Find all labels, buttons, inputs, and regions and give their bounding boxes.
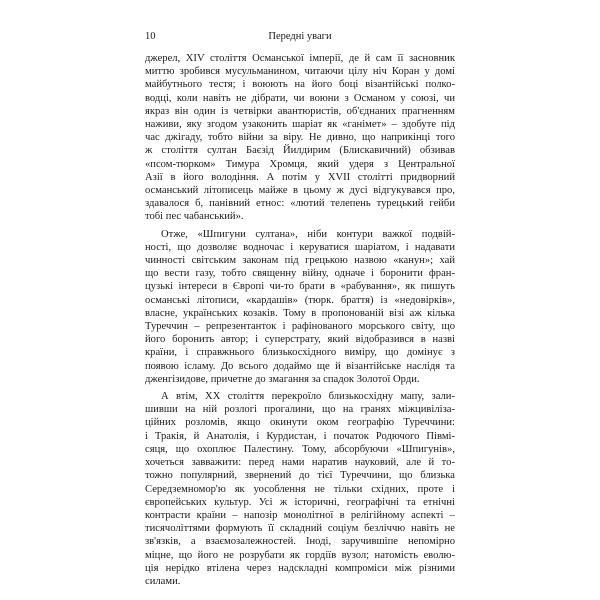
text-line: контрасти країни – напозір монолітної в релігійному аспекті – — [145, 509, 455, 521]
text-line: миттю зробився мусульманином, читаючи цілу ніч Коран у домі — [145, 66, 455, 78]
header-title: Передні уваги — [268, 31, 332, 42]
text-line: хочеться завважити: перед нами наратив науковий, але й то- — [145, 457, 455, 469]
text-line: Туреччин – репрезентанток і рафінованого морського світу, що — [145, 321, 455, 333]
text-line: країни, і справжнього близькосхідного виміру, що домінує з — [145, 347, 455, 359]
text-line: силами. — [145, 575, 181, 587]
text-line: ційних розломів, якщо окинути оком географію Туреччини: — [145, 417, 455, 429]
text-line: ція нерідко втілена через надскладні компроміси між різними — [145, 562, 455, 574]
text-line: османські літописи, «кардашів» (тюрк. браття) із «недовірків», — [145, 294, 455, 306]
text-line: що вести газу, тобто священну війну, одначе і боронити фран- — [145, 268, 455, 280]
text-line: майбутнього тестя; і воюють на його боці візантійські полко- — [145, 79, 455, 91]
text-line: здавалося б, панівний етнос: «лютий телепень турецький гейби — [145, 198, 455, 210]
text-line: власне, українських козаків. Тому в пропонованій візі аж кілька — [145, 307, 455, 319]
text-line: міцне, що його не розрубати як гордіїв вузол; натомість еволю- — [145, 549, 455, 561]
text-line: час джігаду, тобто війни за віру. Не дивно, що наприкінці того — [145, 132, 455, 144]
text-line: наживи, яку згодом узаконить шаріат як «ганімет» – здобуте під — [145, 119, 455, 131]
text-line: шивши на ній розлогі прогалини, що на гранях міжцивіліза- — [145, 404, 455, 416]
text-line: Середземномор'ю як уособлення не тільки східних, проте і — [145, 483, 455, 495]
paragraph-2 — [145, 228, 455, 386]
text-line: його боронить автор; і суперстрату, який відобразився в назві — [145, 334, 455, 346]
text-line: і Тракія, й Анатолія, і Курдистан, і початок Родючого Півмі- — [145, 430, 455, 442]
text-line: османський літописець майже в цьому ж дусі відгукувався про, — [145, 185, 455, 197]
text-line: водці, коли навіть не дібрати, чи воюни з Османом у союзі, чи — [145, 92, 455, 104]
paragraph-1 — [145, 52, 455, 224]
text-line: дженгізидове, причетне до змагання за спадок Золотої Орди. — [145, 373, 420, 385]
text-line: європейських культур. Усі ж історичні, географічні та етнічні — [145, 496, 455, 508]
text-line: появою ісламу. До всього додаймо ще й візантійське наслідя та — [145, 360, 455, 372]
page-number: 10 — [145, 31, 156, 42]
text-line: тобі пес чабанський». — [145, 211, 244, 223]
text-line: Отже, «Шпигуни султана», ніби контури важкої подвій- — [161, 228, 455, 240]
text-line: ності, що дозволяє водночас і керуватися шаріатом, і надавати — [145, 241, 455, 253]
text-line: тожно популярний, звернений до тієї Туреччини, що близька — [145, 470, 455, 482]
text-line: А втім, XX століття перекроїло близькосхідну мапу, зали- — [161, 391, 455, 403]
text-line: «псом-тюрком» Тимура Хромця, який удеря з Центральної — [145, 158, 455, 170]
text-line: сяця, що охоплює Палестину. Тому, абсорбуючи «Шпигунів», — [145, 443, 455, 455]
text-line: цузькі інтереси в Європі чи-то брати в «рабування», як пишуть — [145, 281, 455, 293]
text-line: якраз він один із четвірки авантюристів, об'єднаних прагненням — [145, 105, 455, 117]
text-line: ж століття султан Баєзід Йилдирим (Блискавичний) обзивав — [145, 145, 455, 157]
paragraph-3 — [145, 390, 455, 588]
text-line: Азії в його володіння. А потім у XVII столітті придворний — [145, 171, 455, 183]
body-text — [145, 52, 455, 588]
text-line: тисячоліттями формують її складний соціум безліччю навіть не — [145, 523, 455, 535]
text-line: зв'язків, а взаємозалежностей. Іноді, заручившіпе непомірно — [145, 536, 455, 548]
text-line: джерел, XIV століття Османської імперії, де й сам її засновник — [145, 53, 455, 64]
text-line: чинності світським законам під грецькою назвою «канун»; хай — [145, 255, 455, 267]
running-head — [145, 30, 455, 44]
